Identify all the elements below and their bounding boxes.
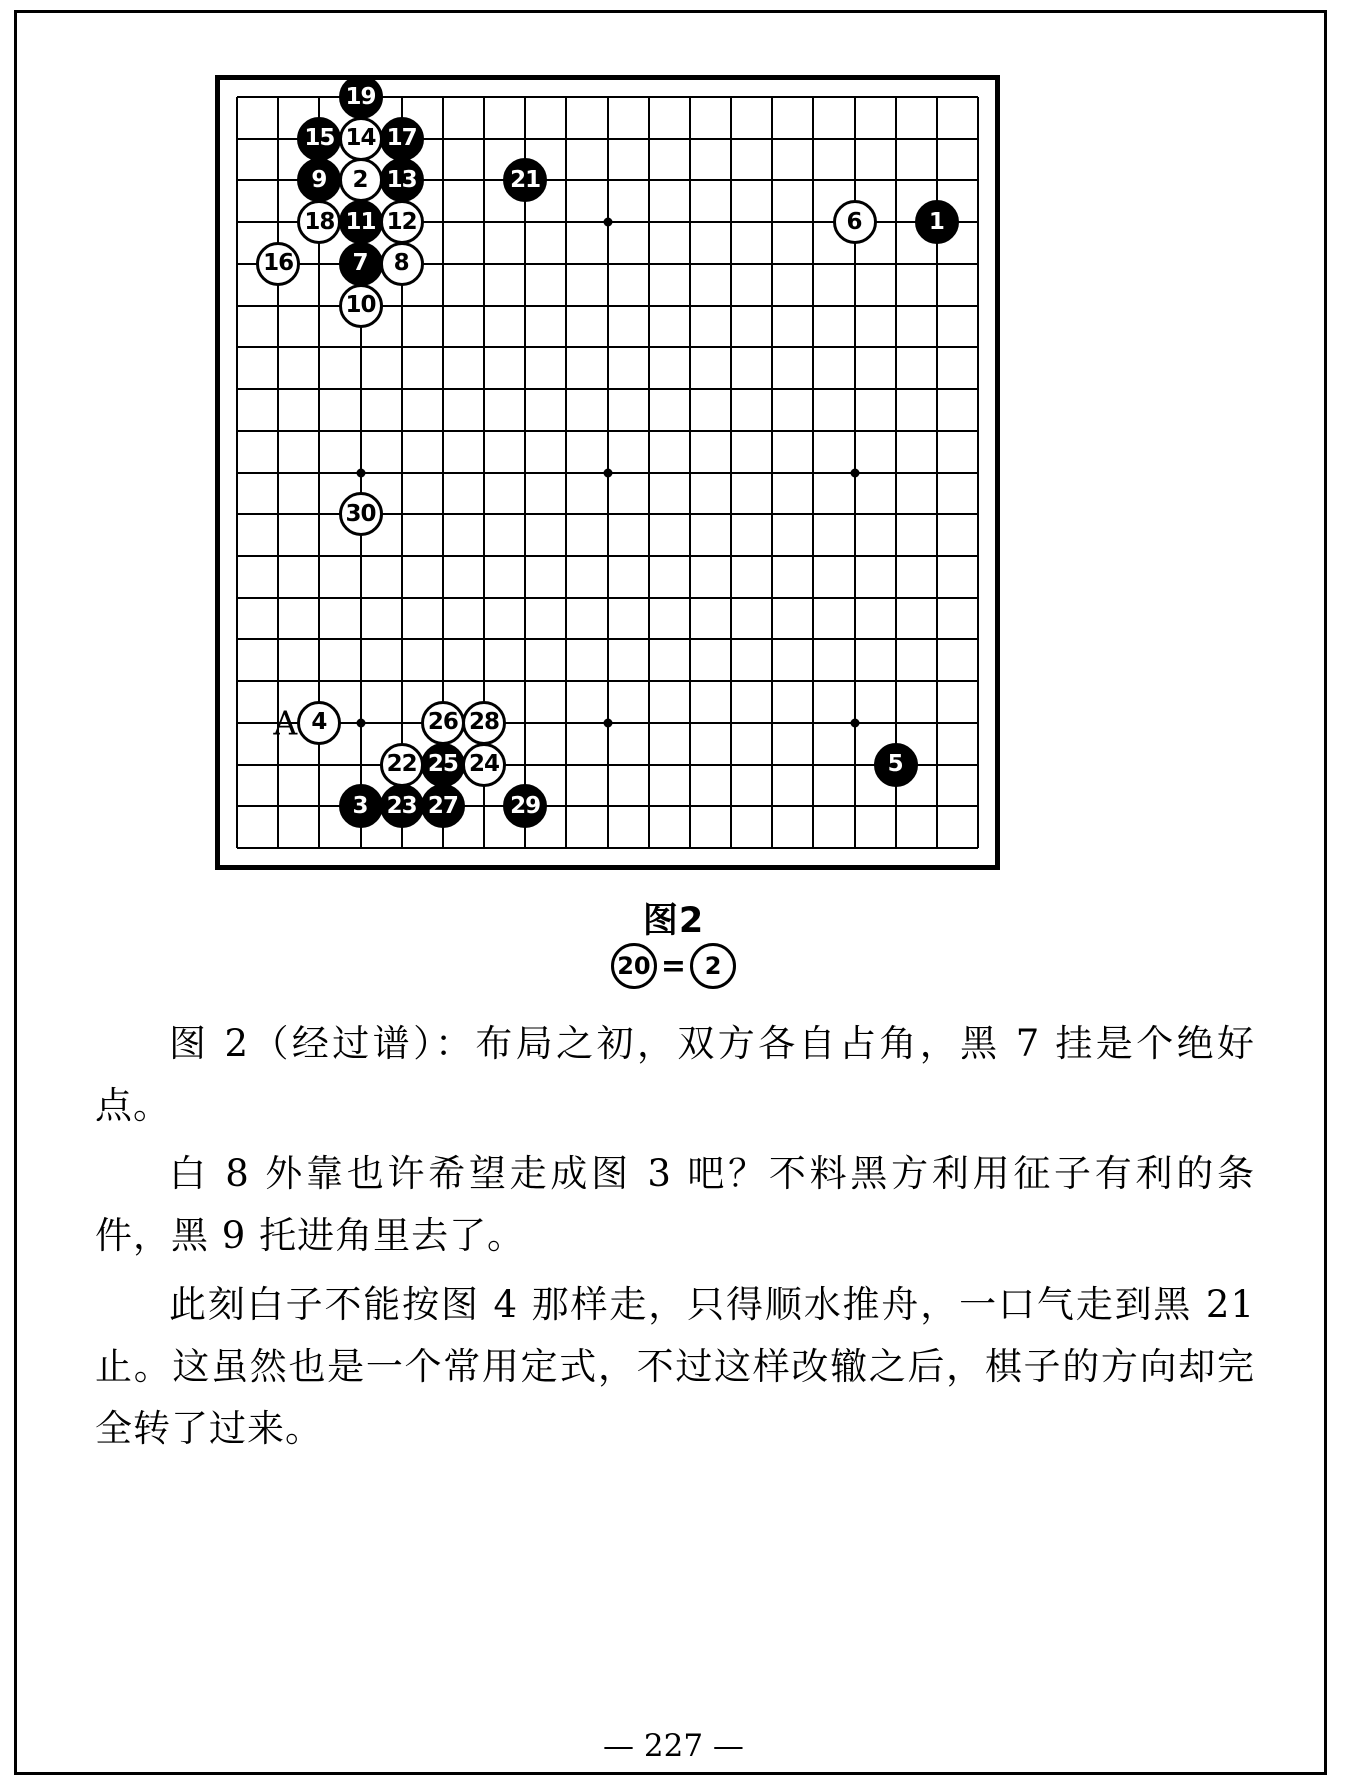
go-stone-white-26: 26 [421,701,465,745]
go-stone-white-4: 4 [297,701,341,745]
page-number: — 227 — [603,1728,744,1764]
go-stone-black-7: 7 [339,242,383,286]
go-stone-black-11: 11 [339,200,383,244]
go-stone-black-23: 23 [380,784,424,828]
page-frame [14,10,1327,1775]
figure-caption: 图2 [642,901,705,941]
go-stone-white-28: 28 [462,701,506,745]
go-stone-black-27: 27 [421,784,465,828]
go-stone-black-1: 1 [915,200,959,244]
go-stone-white-6: 6 [833,200,877,244]
board-gridline-v [236,97,238,848]
go-stone-black-5: 5 [874,743,918,787]
board-gridline-v [730,97,732,848]
go-stone-black-9: 9 [297,158,341,202]
go-stone-black-13: 13 [380,158,424,202]
go-stone-black-25: 25 [421,743,465,787]
board-gridline-v [812,97,814,848]
note-equals: = [660,948,687,984]
board-gridline-v [895,97,897,848]
go-stone-black-21: 21 [503,158,547,202]
go-stone-white-12: 12 [380,200,424,244]
go-stone-white-2: 2 [339,158,383,202]
board-gridline-v [524,97,526,848]
go-stone-white-8: 8 [380,242,424,286]
go-stone-black-17: 17 [380,117,424,161]
go-stone-white-24: 24 [462,743,506,787]
body-text [95,1013,1255,1466]
board-star-point [603,468,612,477]
go-stone-white-16: 16 [256,242,300,286]
note-stone-left: 20 [611,943,657,989]
go-stone-black-3: 3 [339,784,383,828]
board-gridline-v [648,97,650,848]
go-stone-white-22: 22 [380,743,424,787]
board-star-point [603,718,612,727]
board-gridline-v [689,97,691,848]
board-star-point [603,218,612,227]
paragraph-2: 白 8 外靠也许希望走成图 3 吧？不料黑方利用征子有利的条件，黑 9 托进角里去了。 [95,1152,1255,1258]
paragraph-3: 此刻白子不能按图 4 那样走，只得顺水推舟，一口气走到黑 21 止。这虽然也是一个常用定式，不过这样改辙之后，棋子的方向却完全转了过来。 [95,1282,1255,1450]
board-gridline-v [771,97,773,848]
board-star-point [356,718,365,727]
go-stone-black-15: 15 [297,117,341,161]
figure-note [17,943,1330,989]
board-star-point [850,718,859,727]
go-board [215,75,1000,870]
go-stone-white-14: 14 [339,117,383,161]
go-stone-black-19: 19 [339,75,383,119]
go-stone-white-10: 10 [339,284,383,328]
go-stone-white-30: 30 [339,492,383,536]
go-diagram [215,75,1000,870]
go-stone-black-29: 29 [503,784,547,828]
board-star-point [850,468,859,477]
paragraph-1: 图 2（经过谱）：布局之初，双方各自占角，黑 7 挂是个绝好点。 [95,1022,1255,1128]
board-mark-letter: A [273,703,298,743]
go-stone-white-18: 18 [297,200,341,244]
note-stone-right: 2 [690,943,736,989]
board-star-point [356,468,365,477]
board-gridline-v [977,97,979,848]
board-gridline-v [565,97,567,848]
